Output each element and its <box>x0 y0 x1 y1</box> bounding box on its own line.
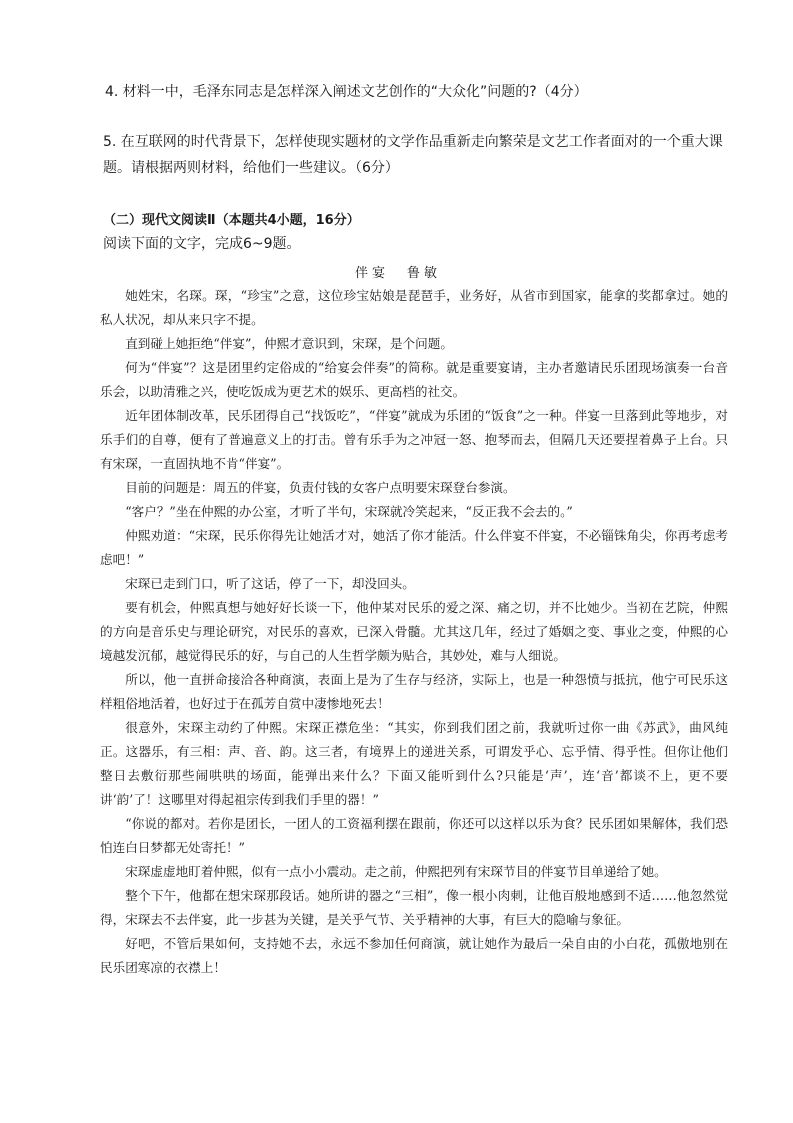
question-4: 4. 材料一中，毛泽东同志是怎样深入阐述文艺创作的“大众化”问题的?（4分） <box>105 84 588 100</box>
story-paragraph: 仲熙劝道：“宋琛，民乐你得先让她活才对，她活了你才能活。什么伴宴不伴宴，不必锱铢角尖，你再考虑考虑吧！” <box>100 528 728 567</box>
story-title: 伴宴 <box>355 266 390 281</box>
story-author: 鲁敏 <box>407 266 442 281</box>
story-paragraph: “客户？”坐在仲熙的办公室，才听了半句，宋琛就冷笑起来，“反正我不会去的。” <box>125 504 573 519</box>
story-paragraph: “你说的都对。若你是团长，一团人的工资福利摆在跟前，你还可以这样以乐为食？民乐团如果解体，我们恐怕连白日梦都无处寄托！” <box>100 816 728 855</box>
story-paragraph: 很意外，宋琛主动约了仲熙。宋琛正襟危坐：“其实，你到我们团之前，我就听过你一曲《苏武》，曲风纯正。这器乐，有三相：声、音、韵。这三者，有境界上的递进关系，可谓发乎心、忘乎情、得乎性。但你让他们整日去敷衍那些闹哄哄的场面，能弹出来什么？下面又能听到什么?只能是‘声’，连‘音’都谈不上，更不要讲‘韵’了！这哪里对得起祖宗传到我们手里的器！” <box>100 720 728 807</box>
story-title-line <box>355 262 459 281</box>
story-paragraph: 要有机会，仲熙真想与她好好长谈一下，他仲某对民乐的爱之深、痛之切，并不比她少。当初在艺院，仲熙的方向是音乐史与理论研究，对民乐的喜欢，已深入骨髓。尤其这几年，经过了婚姻之变、事业之变，仲熙的心境越发沉郁，越觉得民乐的好，与自己的人生哲学颇为贴合，其妙处，难与人细说。 <box>100 600 728 663</box>
story-paragraph: 整个下午，他都在想宋琛那段话。她所讲的器之“三相”，像一根小肉刺，让他百般地感到不适……他忽然觉得，宋琛去不去伴宴，此一步甚为关键，是关乎气节、关乎精神的大事，有巨大的隐喻与象征。 <box>100 888 728 927</box>
story-paragraph: 好吧，不管后果如何，支持她不去，永远不参加任何商演，就让她作为最后一朵自由的小白花，孤傲地别在民乐团寒凉的衣襟上！ <box>100 936 728 975</box>
story-paragraph: 她姓宋，名琛。琛，“珍宝”之意，这位珍宝姑娘是琵琶手，业务好，从省市到国家，能拿的奖都拿过。她的私人状况，却从来只字不提。 <box>100 288 728 327</box>
story-paragraph: 所以，他一直拼命接洽各种商演，表面上是为了生存与经济，实际上，也是一种怨愤与抵抗，他宁可民乐这样粗俗地活着，也好过于在孤芳自赏中凄惨地死去！ <box>100 672 728 711</box>
story-paragraph: 宋琛已走到门口，听了这话，停了一下，却没回头。 <box>125 576 415 591</box>
section-instruction: 阅读下面的文字，完成6~9题。 <box>103 236 301 252</box>
section-heading: （二）现代文阅读Ⅱ（本题共4小题，16分） <box>103 213 360 228</box>
story-paragraph: 目前的问题是：周五的伴宴，负责付钱的女客户点明要宋琛登台参演。 <box>125 480 516 495</box>
story-body <box>100 284 728 980</box>
story-paragraph: 近年团体制改革，民乐团得自己“找饭吃”，“伴宴”就成为乐团的“饭食”之一种。伴宴一旦落到此等地步，对乐手们的自尊，便有了普遍意义上的打击。曾有乐手为之冲冠一怒、抱琴而去，但隔几天还要捏着鼻子上台。只有宋琛，一直固执地不肯“伴宴”。 <box>100 408 728 471</box>
story-paragraph: 直到碰上她拒绝“伴宴”，仲熙才意识到，宋琛，是个问题。 <box>125 336 453 351</box>
story-paragraph: 何为“伴宴”？这是团里约定俗成的“给宴会伴奏”的简称。就是重要宴请，主办者邀请民乐团现场演奏一台音乐会，以助清雅之兴，使吃饭成为更艺术的娱乐、更高档的社交。 <box>100 360 728 399</box>
story-paragraph: 宋琛虚虚地盯着仲熙，似有一点小小震动。走之前，仲熙把列有宋琛节目的伴宴节目单递给了她。 <box>125 864 667 879</box>
question-5: 5. 在互联网的时代背景下，怎样使现实题材的文学作品重新走向繁荣是文艺工作者面对的一个重大课题。请根据两则材料，给他们一些建议。（6分） <box>103 134 723 176</box>
